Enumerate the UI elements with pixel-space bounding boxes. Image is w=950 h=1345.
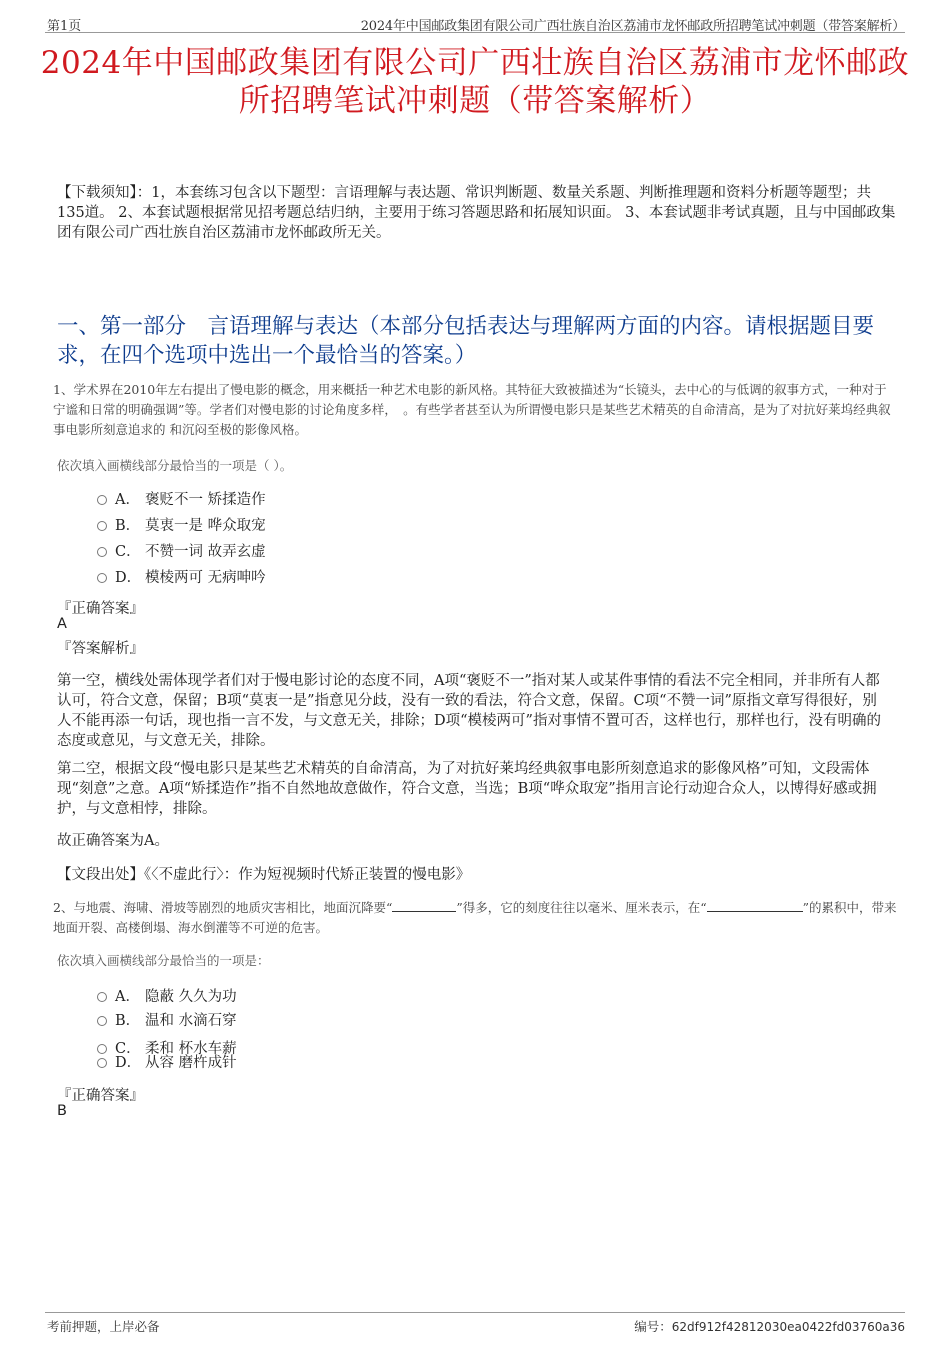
question-2-text: 2、与地震、海啸、滑坡等剧烈的地质灾害相比，地面沉降要“ ”得多，它的刻度往往以毫米、厘米表示，在“ ”的累积中，带来地面开裂、高楼倒塌、海水倒灌等不可逆的危害。 <box>53 900 897 935</box>
passage-source: 【文段出处】《〈不虚此行〉：作为短视频时代矫正装置的慢电影》 <box>57 867 471 883</box>
analysis-paragraph-1: 第一空，横线处需体现学者们对于慢电影讨论的态度不同，A项“褒贬不一”指对某人或某件事情的看法不完全相同，并非所有人都认可，符合文意，保留；B项“莫衷一是”指意见分歧，没有一致的看法，符合文意，保留。C项“不赞一词”原指文章写得很好，别人不能再添一句话，现也指一言不发，与文意无关，排除；D项“模棱两可”指对事情不置可否，这样也行，那样也行，没有明确的态度或意见，与文意无关，排除。 <box>57 673 881 749</box>
answer-value: B <box>57 1103 67 1119</box>
fill-blank-2 <box>707 899 803 912</box>
page-header <box>45 12 905 33</box>
radio-icon[interactable] <box>97 1016 107 1026</box>
option-a[interactable]: A． 隐蔽 久久为功 <box>97 985 237 1009</box>
radio-icon[interactable] <box>97 992 107 1002</box>
document-title-line1: 2024年中国邮政集团有限公司广西壮族自治区荔浦市龙怀邮政 <box>40 45 910 81</box>
answer-label: 『正确答案』 <box>57 1088 144 1104</box>
analysis-paragraph-2: 第二空，根据文段“慢电影只是某些艺术精英的自命清高，为了对抗好莱坞经典叙事电影所刻意追求的影像风格”可知，文段需体现“刻意”之意。A项“矫揉造作”指不自然地故意做作，符合文意，当选；B项“哗众取宠”指用言论行动迎合众人，以博得好感或拥护，与文意相悖，排除。 <box>57 761 877 817</box>
analysis-conclusion: 故正确答案为A。 <box>57 833 169 849</box>
radio-icon[interactable] <box>97 573 107 583</box>
fill-blank-1 <box>392 899 456 912</box>
option-a[interactable]: A． 褒贬不一 矫揉造作 <box>97 487 266 513</box>
question-1-prompt: 依次填入画横线部分最恰当的一项是（ ）。 <box>57 458 293 473</box>
option-d[interactable]: D． 模棱两可 无病呻吟 <box>97 565 266 591</box>
document-title <box>40 44 910 120</box>
header-title: 2024年中国邮政集团有限公司广西壮族自治区荔浦市龙怀邮政所招聘笔试冲刺题（带答案解析） <box>360 19 905 34</box>
option-b[interactable]: B． 温和 水滴石穿 <box>97 1009 237 1033</box>
page-number: 第1页 <box>47 19 82 34</box>
analysis-label: 『答案解析』 <box>57 641 144 657</box>
option-b[interactable]: B． 莫衷一是 哗众取宠 <box>97 513 266 539</box>
download-notice: 【下载须知】：1，本套练习包含以下题型：言语理解与表达题、常识判断题、数量关系题、判断推理题和资料分析题等题型；共135道。 2、本套试题根据常见招考题总结归纳，主要用于练习答题思路和拓展知识面。 3、本套试题非考试真题，且与中国邮政集团有限公司广西壮族自治区荔浦市龙怀邮政所无关。 <box>57 185 896 241</box>
radio-icon[interactable] <box>97 495 107 505</box>
question-1-text: 1、学术界在2010年左右提出了慢电影的概念，用来概括一种艺术电影的新风格。其特征大致被描述为“长镜头，去中心的与低调的叙事方式，一种对于宁谧和日常的明确强调”等。学者们对慢电影的讨论角度多样， 。有些学者甚至认为所谓慢电影只是某些艺术精英的自命清高，是为了对抗好莱坞经典叙事电影所刻意追求的 和沉闷至极的影像风格。 <box>53 382 891 437</box>
section-title: 一、第一部分 言语理解与表达（本部分包括表达与理解两方面的内容。请根据题目要求，在四个选项中选出一个最恰当的答案。） <box>57 314 875 368</box>
answer-value: A <box>57 616 67 632</box>
option-c[interactable]: C． 不赞一词 故弄玄虚 <box>97 539 266 565</box>
radio-icon[interactable] <box>97 521 107 531</box>
radio-icon[interactable] <box>97 1058 107 1068</box>
question-2-prompt: 依次填入画横线部分最恰当的一项是： <box>57 953 270 968</box>
option-d[interactable]: D． 从容 磨杵成针 <box>97 1051 237 1075</box>
radio-icon[interactable] <box>97 547 107 557</box>
footer-slogan: 考前押题，上岸必备 <box>47 1319 160 1334</box>
option-c[interactable]: C． 柔和 杯水车薪 <box>97 1033 237 1051</box>
document-title-line2: 所招聘笔试冲刺题（带答案解析） <box>238 83 712 119</box>
document-id: 编号：62df912f42812030ea0422fd03760a36 <box>634 1319 905 1334</box>
answer-label: 『正确答案』 <box>57 601 144 617</box>
question-2-options <box>97 985 237 1075</box>
page-footer <box>45 1312 905 1334</box>
question-1-options <box>97 487 266 591</box>
